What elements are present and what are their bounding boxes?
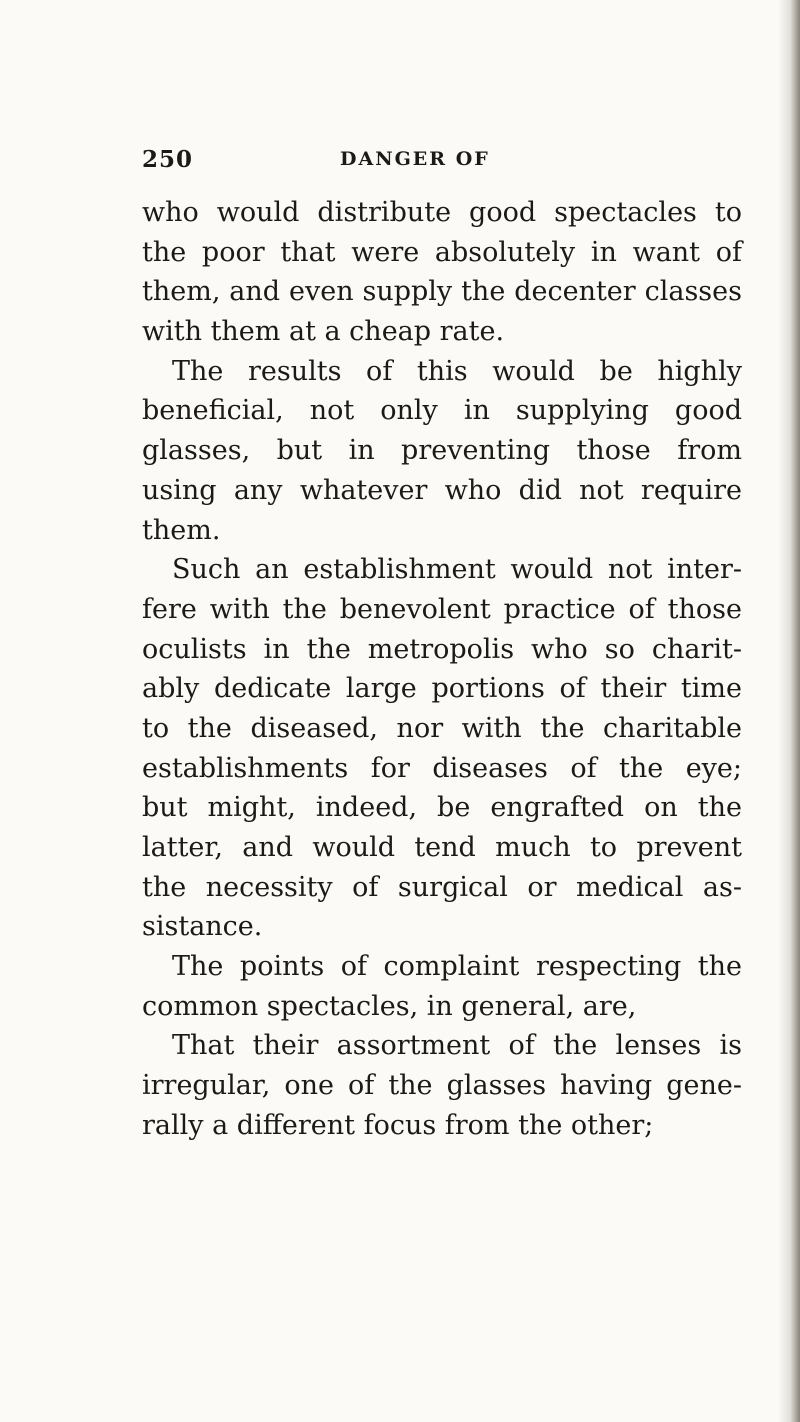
text-line: fere with the benevolent practice of those bbox=[142, 593, 742, 625]
text-line: common spectacles, in general, are, bbox=[142, 990, 637, 1022]
text-line: with them at a cheap rate. bbox=[142, 316, 505, 348]
text-line: using any whatever who did not require bbox=[142, 474, 742, 506]
text-line: beneficial, not only in supplying good bbox=[142, 395, 742, 427]
page-number: 250 bbox=[142, 146, 194, 173]
text-line: irregular, one of the glasses having gene- bbox=[142, 1070, 742, 1102]
body-text bbox=[142, 193, 742, 1146]
page-edge-shadow bbox=[778, 0, 800, 1422]
text-line: glasses, but in preventing those from bbox=[142, 435, 742, 467]
text-line: but might, indeed, be engrafted on the bbox=[142, 792, 742, 824]
text-line: the necessity of surgical or medical as- bbox=[142, 871, 742, 903]
text-line: rally a different focus from the other; bbox=[142, 1109, 654, 1141]
text-line: The points of complaint respecting the bbox=[172, 951, 742, 983]
text-line: ably dedicate large portions of their time bbox=[142, 673, 742, 705]
text-line: That their assortment of the lenses is bbox=[172, 1030, 742, 1062]
text-line: latter, and would tend much to prevent bbox=[142, 832, 742, 863]
text-line: oculists in the metropolis who so charit- bbox=[142, 633, 742, 665]
text-line: sistance. bbox=[142, 911, 263, 943]
text-line: them. bbox=[142, 514, 221, 546]
text-line: The results of this would be highly bbox=[172, 355, 742, 387]
text-line: the poor that were absolutely in want of bbox=[142, 236, 742, 268]
running-title: DANGER OF bbox=[340, 148, 490, 170]
text-line: to the diseased, nor with the charitable bbox=[142, 712, 742, 744]
text-line: them, and even supply the decenter classes bbox=[142, 276, 742, 308]
text-line: Such an establishment would not inter- bbox=[172, 554, 742, 586]
text-line: who would distribute good spectacles to bbox=[142, 197, 742, 228]
running-head bbox=[142, 146, 742, 186]
text-line: establishments for diseases of the eye; bbox=[142, 752, 742, 784]
